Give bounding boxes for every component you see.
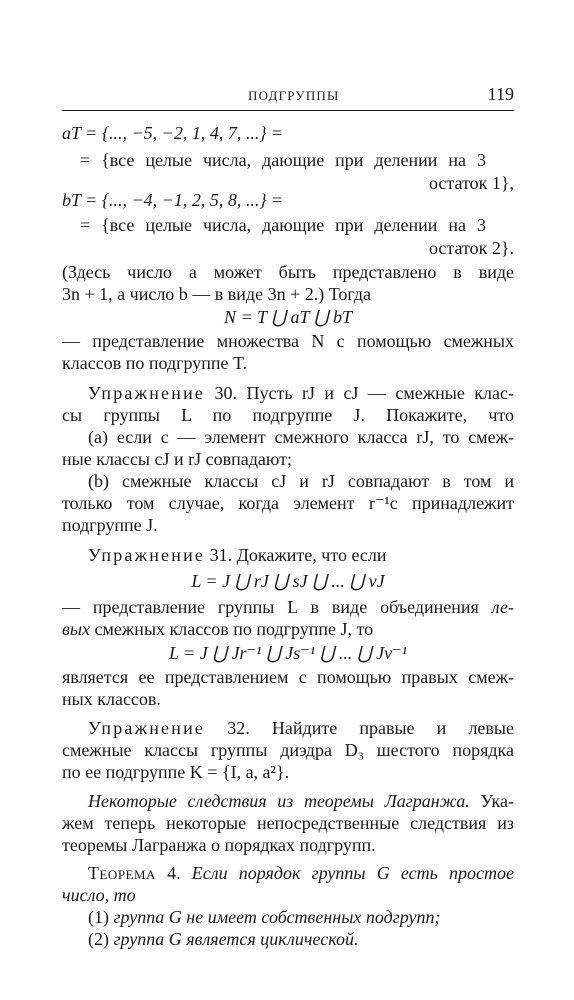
theorem-4-item-1: (1) группа G не имеет собственных подгрупп;	[88, 907, 441, 927]
theorem-4-item-2: (2) группа G является циклической.	[88, 929, 359, 949]
section-lagrange-corollaries: Некоторые следствия из теоремы Лагранжа. Ука-	[88, 791, 514, 811]
paragraph-line: является ее представлением с помощью правых смеж-	[62, 667, 514, 687]
formula-bT-description-end: остаток 2}.	[428, 238, 514, 258]
paragraph-line: 3n + 1, а число b — в виде 3n + 2.) Тогда	[62, 284, 371, 304]
paragraph-line: теоремы Лагранжа о порядках подгрупп.	[62, 835, 376, 855]
section-title: Некоторые следствия из теоремы Лагранжа.	[88, 791, 470, 811]
paragraph-line: классов по подгруппе T.	[62, 353, 248, 373]
paragraph-line: (Здесь число a может быть представлено в виде	[62, 262, 514, 282]
paragraph-line: ных классов.	[62, 689, 161, 709]
formula-aT-description-end: остаток 1},	[428, 173, 514, 193]
exercise-label: Упражнение	[88, 545, 206, 565]
paragraph-line: по ее подгруппе K = {I, a, a²}.	[62, 762, 290, 782]
formula-aT-description: = {все целые числа, дающие при делении на 3	[80, 150, 486, 170]
exercise-30-item-b: (b) смежные классы cJ и rJ совпадают в том и	[88, 471, 514, 491]
paragraph-line: только том случае, когда элемент r⁻¹c принадлежит	[62, 493, 514, 513]
exercise-label: Упражнение	[88, 718, 206, 738]
paragraph-line: смежные классы группы диэдра D₃ шестого порядка	[62, 740, 514, 760]
formula-bT-description: = {все целые числа, дающие при делении на 3	[80, 215, 486, 235]
exercise-30-heading: Упражнение 30. Пусть rJ и cJ — смежные клас-	[88, 383, 514, 403]
page-header	[62, 86, 514, 108]
paragraph-line: сы группы L по подгруппе J. Покажите, что	[62, 405, 514, 425]
theorem-label: Теорема	[88, 863, 156, 883]
formula-aT: aT = {..., −5, −2, 1, 4, 7, ...} =	[62, 123, 284, 143]
formula-bT: bT = {..., −4, −1, 2, 5, 8, ...} =	[62, 190, 284, 210]
paragraph-line: — представление множества N с помощью смежных	[62, 331, 514, 351]
exercise-32-heading: Упражнение 32. Найдите правые и левые	[88, 718, 514, 738]
exercise-31-heading: Упражнение 31. Докажите, что если	[88, 545, 387, 565]
paragraph-line: вых смежных классов по подгруппе J, то	[62, 619, 374, 639]
paragraph-line: жем теперь некоторые непосредственные следствия из	[62, 813, 514, 833]
display-formula-right-cosets: L = J ⋃ Jr⁻¹ ⋃ Js⁻¹ ⋃ ... ⋃ Jv⁻¹	[168, 643, 408, 663]
paragraph-line: — представление группы L в виде объединения ле-	[62, 597, 514, 617]
theorem-4-heading: Теорема 4. Если порядок группы G есть простое	[88, 863, 514, 883]
paragraph-line: число, то	[62, 885, 136, 905]
display-formula-left-cosets: L = J ⋃ rJ ⋃ sJ ⋃ ... ⋃ vJ	[191, 571, 385, 591]
paragraph-line: подгруппе J.	[62, 515, 158, 535]
page-number: 119	[487, 84, 514, 104]
paragraph-line: ные классы cJ и rJ совпадают;	[62, 449, 292, 469]
running-head: ПОДГРУППЫ	[248, 88, 340, 103]
exercise-30-item-a: (a) если c — элемент смежного класса rJ, то смеж-	[88, 427, 514, 447]
header-rule	[62, 110, 514, 111]
exercise-label: Упражнение	[88, 383, 206, 403]
display-formula-N: N = T ⋃ aT ⋃ bT	[223, 307, 353, 327]
